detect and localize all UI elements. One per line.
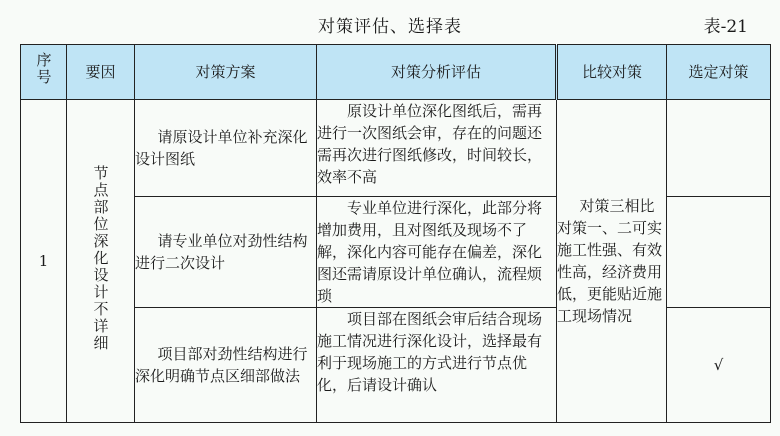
header-row — [21, 45, 771, 100]
selected-checkmark: √ — [667, 308, 771, 423]
header-compare: 比较对策 — [557, 45, 667, 100]
analysis-cell: 专业单位进行深化，此部分将增加费用，且对图纸及现场不了解，深化内容可能存在偏差，深化图还需请原设计单位确认，流程烦琐 — [317, 197, 557, 308]
plan-cell: 请原设计单位补充深化设计图纸 — [135, 100, 317, 197]
header-selected: 选定对策 — [667, 45, 771, 100]
selected-cell — [667, 197, 771, 308]
table-caption — [0, 8, 780, 38]
header-analysis: 对策分析评估 — [317, 45, 557, 100]
seq-cell: 1 — [21, 100, 67, 423]
cause-text: 节点部位深化设计不详细 — [91, 164, 110, 352]
compare-cell: 对策三相比对策一、二可实施工性强、有效性高，经济费用低，更能贴近施工现场情况 — [557, 100, 667, 423]
cause-cell — [67, 100, 135, 423]
table-title: 对策评估、选择表 — [318, 17, 462, 37]
header-cause: 要因 — [67, 45, 135, 100]
analysis-cell: 原设计单位深化图纸后，需再进行一次图纸会审，存在的问题还需再次进行图纸修改，时间较长，效率不高 — [317, 100, 557, 197]
header-plan: 对策方案 — [135, 45, 317, 100]
table-row — [21, 100, 771, 197]
analysis-cell: 项目部在图纸会审后结合现场施工情况进行深化设计，选择最有利于现场施工的方式进行节点优化，后请设计确认 — [317, 308, 557, 423]
plan-cell: 项目部对劲性结构进行深化明确节点区细部做法 — [135, 308, 317, 423]
table-number: 表-21 — [703, 17, 748, 37]
countermeasure-evaluation-table — [20, 44, 771, 423]
header-seq: 序号 — [21, 45, 67, 100]
plan-cell: 请专业单位对劲性结构进行二次设计 — [135, 197, 317, 308]
selected-cell — [667, 100, 771, 197]
